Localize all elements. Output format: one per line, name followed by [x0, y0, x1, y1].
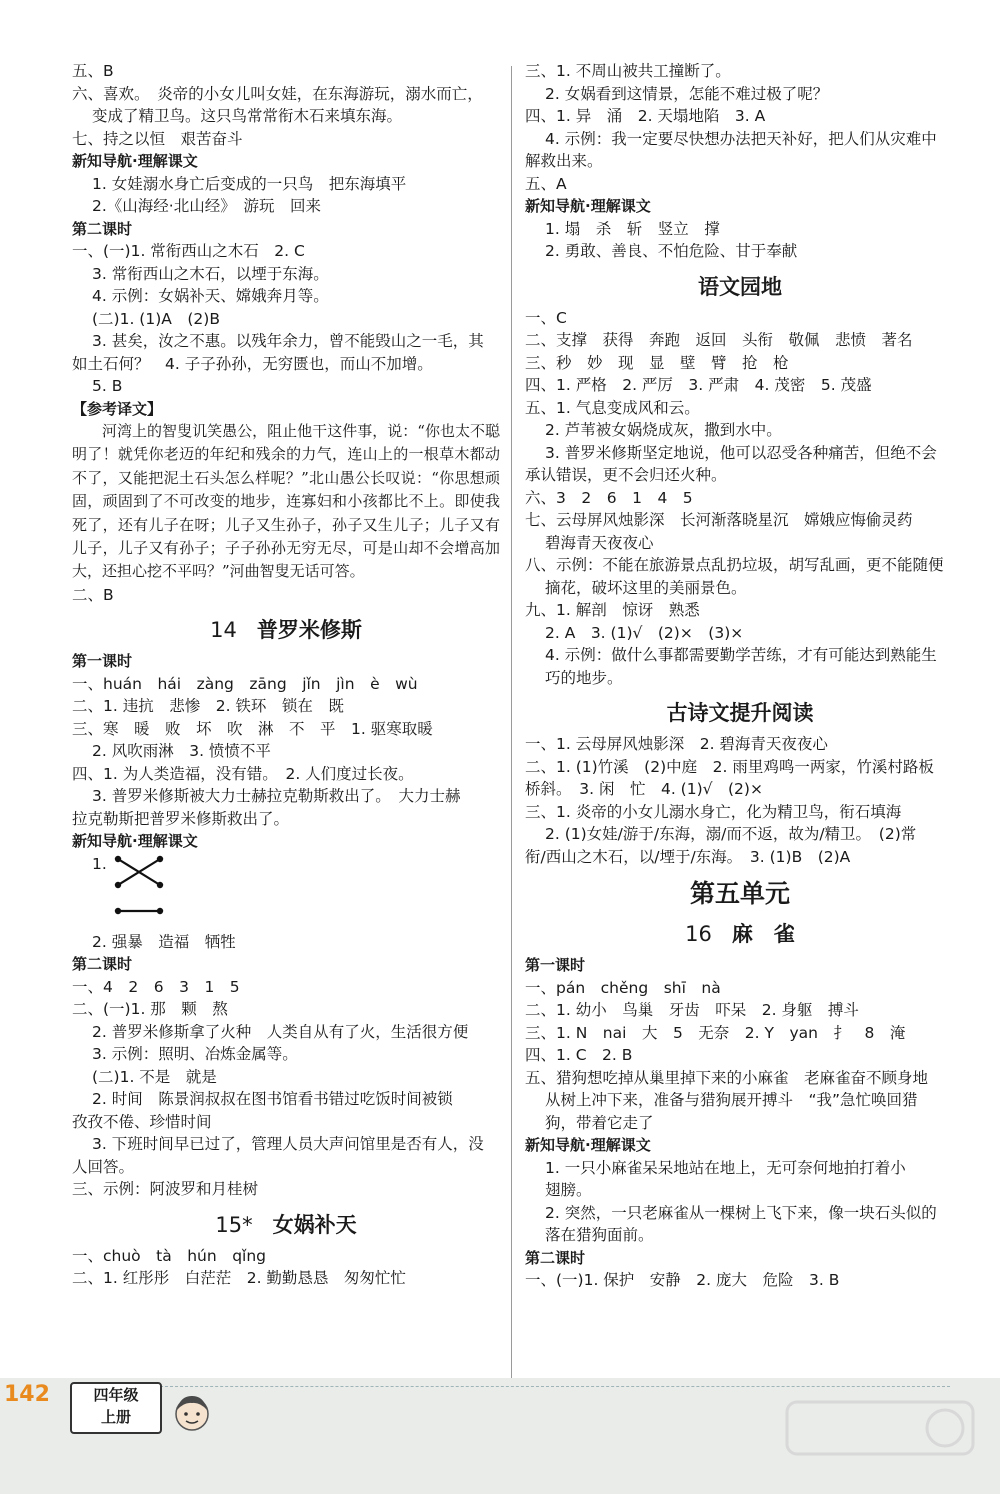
- answer-line: 二、B: [72, 585, 114, 604]
- answer-line: 碧海青天夜夜心: [545, 533, 654, 552]
- answer-line: 一、1. 云母屏风烛影深 2. 碧海青天夜夜心: [525, 735, 828, 753]
- section-heading: 第二课时: [72, 955, 133, 974]
- answer-line: 2. 勇敢、善良、不怕危险、甘于奉献: [545, 242, 798, 260]
- lesson-number: 14: [210, 618, 237, 643]
- answer-line: 翅膀。: [545, 1181, 592, 1199]
- answer-line: 3. 普罗米修斯坚定地说，他可以忍受各种痛苦，但绝不会: [545, 443, 937, 462]
- answer-line: 一、C: [525, 308, 567, 327]
- matching-diagram: [80, 853, 500, 931]
- grade-label-box: [70, 1382, 162, 1434]
- answer-line: 4. 示例：女娲补天、嫦娥奔月等。: [92, 287, 329, 305]
- section-heading: 新知导航·理解课文: [525, 1136, 651, 1154]
- answer-line: 人回答。: [72, 1157, 135, 1176]
- section-heading: 【参考译文】: [72, 399, 163, 418]
- answer-line: 2. 女娲看到这情景，怎能不难过极了呢？: [545, 84, 829, 103]
- section-heading: 新知导航·理解课文: [72, 832, 198, 851]
- lesson-number: 15*: [215, 1212, 253, 1237]
- lesson-title: [72, 616, 500, 644]
- answer-line: 五、猎狗想吃掉从巢里掉下来的小麻雀 老麻雀奋不顾身地: [525, 1068, 929, 1087]
- answer-line: 如土石何？ 4. 子子孙孙，无穷匮也，而山不加增。: [72, 354, 433, 373]
- matching-lines-icon: [112, 853, 172, 923]
- answer-line: 2. 时间 陈景润叔叔在图书馆看书错过吃饭时间被锁: [92, 1090, 453, 1109]
- answer-line: 一、(一)1. 保护 安静 2. 庞大 危险 3. B: [525, 1271, 840, 1289]
- lesson-title: [72, 1211, 500, 1239]
- answer-line: 3. 下班时间早已过了，管理人员大声问馆里是否有人，没: [92, 1135, 484, 1154]
- answer-line: 2. (1)女娃/游于/东海，溺/而不返，故为/精卫。 (2)常: [545, 825, 917, 843]
- lesson-title: [525, 920, 955, 948]
- answer-line: 孜孜不倦、珍惜时间: [72, 1112, 212, 1131]
- lesson-name: 麻 雀: [731, 922, 795, 946]
- matching-label: 1.: [92, 854, 107, 873]
- answer-line: 八、示例：不能在旅游景点乱扔垃圾，胡写乱画，更不能随便: [525, 556, 944, 574]
- section-heading: 新知导航·理解课文: [525, 197, 651, 215]
- lesson-name: 女娲补天: [272, 1212, 357, 1237]
- section-heading: 新知导航·理解课文: [72, 152, 198, 170]
- answer-line: 一、(一)1. 常衔西山之木石 2. C: [72, 242, 305, 260]
- answer-line: 六、喜欢。 炎帝的小女儿叫女娃，在东海游玩，溺水而亡，: [72, 84, 483, 103]
- answer-line: 3. 常衔西山之木石，以堙于东海。: [92, 264, 329, 283]
- answer-line: 一、pán chěng shī nà: [525, 978, 721, 997]
- answer-line: 2. A 3. (1)√ (2)× (3)×: [545, 623, 744, 642]
- answer-line: 1. 塌 杀 斩 竖立 撑: [545, 219, 720, 238]
- right-column: [525, 60, 955, 1292]
- answer-line: 九、1. 解剖 惊讶 熟悉: [525, 601, 700, 619]
- answer-line: 五、B: [72, 62, 114, 80]
- page-number: 142: [4, 1382, 50, 1407]
- answer-line: 三、寒 暖 败 坏 吹 淋 不 平 1. 驱寒取暖: [72, 719, 433, 738]
- answer-line: 四、1. 严格 2. 严厉 3. 严肃 4. 茂密 5. 茂盛: [525, 376, 872, 394]
- answer-line: 变成了精卫鸟。这只鸟常常衔木石来填东海。: [92, 107, 403, 125]
- answer-line: 1. 一只小麻雀呆呆地站在地上，无可奈何地拍打着小: [545, 1158, 906, 1177]
- answer-line: 4. 示例：我一定要尽快想办法把天补好，把人们从灾难中: [545, 129, 937, 148]
- answer-line: 2. 突然，一只老麻雀从一棵树上飞下来，像一块石头似的: [545, 1203, 937, 1222]
- answer-line: 衔/西山之木石，以/堙于/东海。 3. (1)B (2)A: [525, 847, 851, 866]
- lesson-name: 普罗米修斯: [256, 618, 362, 643]
- reference-translation: 河湾上的智叟讥笑愚公，阻止他干这件事，说：“你也太不聪明了！就凭你老迈的年纪和残余的力气，连山上的一根草木都动不了，又能把泥土石头怎么样呢？”北山愚公长叹说：“你思想顽固，顽固到了不可改变的地步，连寡妇和小孩都比不上。即使我死了，还有儿子在呀；儿子又生孙子，孙子又生儿子；儿子又有儿子，儿子又有孙子；子子孙孙无穷无尽，可是山却不会增高加大，还担心挖不平吗？”河曲智叟无话可答。: [72, 422, 500, 581]
- child-mascot-icon: [170, 1390, 214, 1434]
- volume-label: 上册: [100, 1408, 131, 1426]
- answer-line: 5. B: [92, 377, 123, 395]
- answer-line: 从树上冲下来，准备与猎狗展开搏斗 “我”急忙唤回猎: [545, 1091, 918, 1109]
- answer-line: 二、1. (1)竹溪 (2)中庭 2. 雨里鸡鸣一两家，竹溪村路板: [525, 757, 934, 776]
- answer-line: 三、示例：阿波罗和月桂树: [72, 1180, 259, 1199]
- answer-line: 一、chuò tà hún qǐng: [72, 1246, 267, 1265]
- answer-line: 一、4 2 6 3 1 5: [72, 977, 240, 996]
- answer-line: 三、1. 炎帝的小女儿溺水身亡，化为精卫鸟，衔石填海: [525, 802, 902, 821]
- answer-line: 3. 甚矣，汝之不惠。以残年余力，曾不能毁山之一毛，其: [92, 332, 484, 350]
- answer-line: 二、支撑 获得 奔跑 返回 头衔 敬佩 悲愤 著名: [525, 331, 913, 349]
- grade-label: 四年级: [93, 1386, 139, 1404]
- answer-line: 承认错误，更不会归还火种。: [525, 466, 727, 484]
- footer-divider: [160, 1386, 950, 1387]
- answer-line: 二、1. 幼小 鸟巢 牙齿 吓呆 2. 身躯 搏斗: [525, 1001, 859, 1019]
- answer-line: 3. 示例：照明、冶炼金属等。: [92, 1045, 298, 1064]
- answer-line: 五、1. 气息变成风和云。: [525, 398, 700, 417]
- answer-line: 狗，带着它走了: [545, 1113, 654, 1132]
- section-title: 语文园地: [698, 274, 782, 299]
- answer-line: 落在猎狗面前。: [545, 1226, 654, 1244]
- answer-line: 1. 女娃溺水身亡后变成的一只鸟 把东海填平: [92, 174, 407, 193]
- column-divider: [511, 66, 512, 1381]
- answer-line: (二)1. 不是 就是: [92, 1067, 217, 1086]
- answer-line: 2. 强暴 造福 牺牲: [92, 932, 236, 951]
- answer-line: 摘花，破坏这里的美丽景色。: [545, 578, 747, 597]
- answer-line: 二、1. 违抗 悲惨 2. 铁环 锁在 既: [72, 697, 344, 716]
- section-heading: 第一课时: [72, 652, 133, 671]
- answer-line: 四、1. 为人类造福，没有错。 2. 人们度过长夜。: [72, 764, 414, 783]
- answer-line: 四、1. 异 涌 2. 天塌地陷 3. A: [525, 107, 766, 125]
- answer-line: 七、持之以恒 艰苦奋斗: [72, 129, 243, 148]
- answer-line: 巧的地步。: [545, 668, 623, 687]
- section-heading: 第一课时: [525, 956, 586, 974]
- unit-title: 第五单元: [689, 879, 790, 908]
- answer-line: 2.《山海经·北山经》 游玩 回来: [92, 197, 321, 215]
- answer-line: 解救出来。: [525, 152, 603, 170]
- answer-line: 拉克勒斯把普罗米修斯救出了。: [72, 809, 290, 828]
- section-title: 古诗文提升阅读: [666, 701, 814, 725]
- section-heading: 第二课时: [525, 1248, 586, 1267]
- answer-line: 五、A: [525, 174, 567, 193]
- answer-line: 3. 普罗米修斯被大力士赫拉克勒斯救出了。 大力士赫: [92, 787, 461, 806]
- answer-line: 2. 芦苇被女娲烧成灰，撒到水中。: [545, 421, 782, 439]
- answer-line: 六、3 2 6 1 4 5: [525, 488, 693, 507]
- answer-line: 2. 普罗米修斯拿了火种 人类自从有了火，生活很方便: [92, 1022, 469, 1041]
- watermark-logo-icon: [785, 1398, 975, 1458]
- answer-line: 桥斜。 3. 闲 忙 4. (1)√ (2)×: [525, 780, 763, 798]
- answer-line: 2. 风吹雨淋 3. 愤愤不平: [92, 742, 271, 761]
- answer-line: 七、云母屏风烛影深 长河渐落晓星沉 嫦娥应悔偷灵药: [525, 511, 913, 529]
- left-column: [72, 60, 500, 1290]
- answer-line: 二、1. 红彤彤 白茫茫 2. 勤勤恳恳 匆匆忙忙: [72, 1269, 406, 1288]
- section-heading: 第二课时: [72, 219, 133, 238]
- answer-line: 一、huán hái zàng zāng jǐn jìn è wù: [72, 674, 418, 693]
- answer-line: 4. 示例：做什么事都需要勤学苦练，才有可能达到熟能生: [545, 646, 937, 664]
- lesson-number: 16: [685, 922, 712, 946]
- answer-line: 二、(一)1. 那 颗 熬: [72, 1000, 228, 1019]
- answer-line: (二)1. (1)A (2)B: [92, 309, 220, 328]
- answer-line: 三、1. 不周山被共工撞断了。: [525, 62, 731, 80]
- answer-line: 三、秒 妙 现 显 壁 臂 抢 枪: [525, 353, 789, 372]
- answer-line: 三、1. N nai 大 5 无奈 2. Y yan 扌 8 淹: [525, 1023, 906, 1042]
- answer-line: 四、1. C 2. B: [525, 1046, 633, 1064]
